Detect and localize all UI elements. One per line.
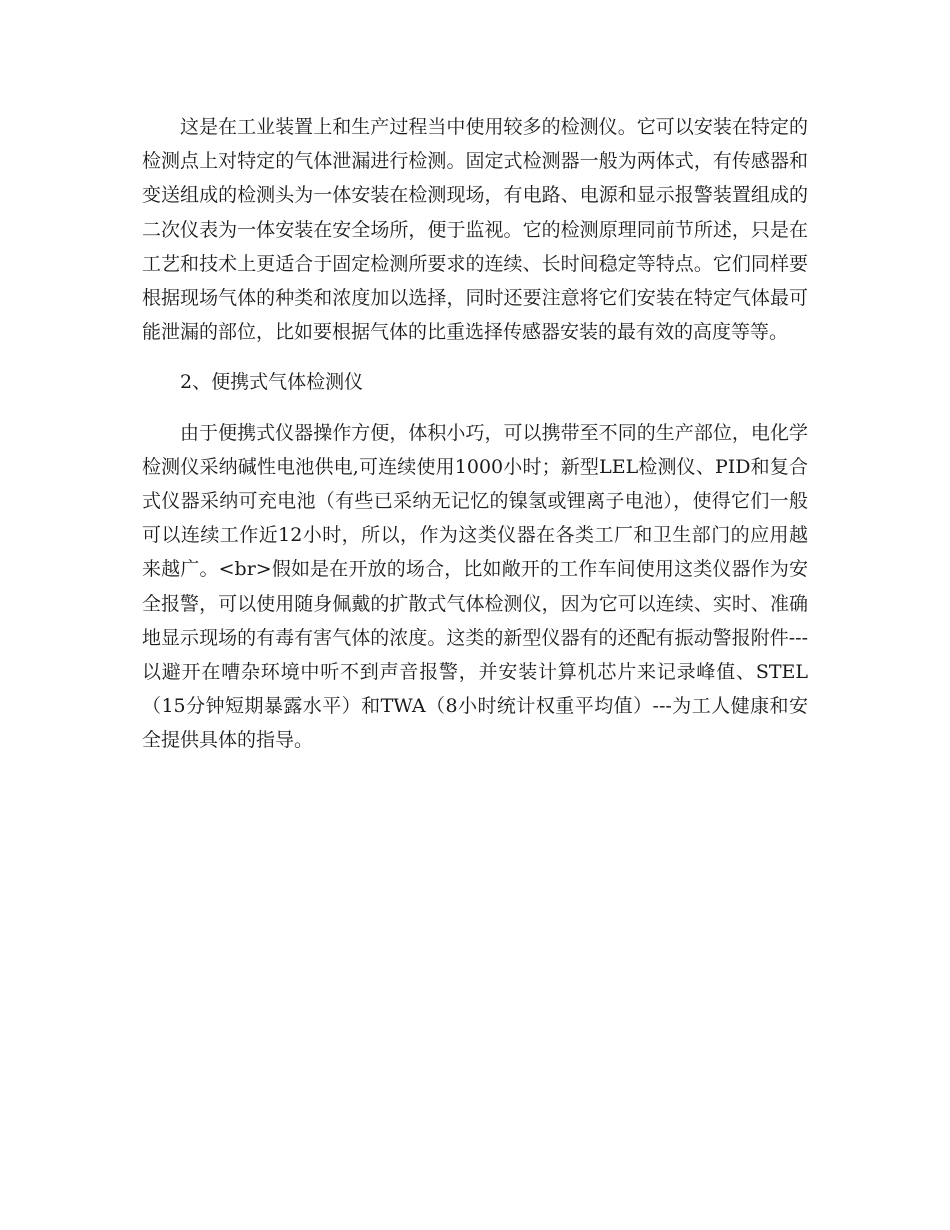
section-heading-portable-detector: 2、便携式气体检测仪 <box>180 371 364 394</box>
document-body <box>142 110 808 758</box>
paragraph-fixed-detector: 这是在工业装置上和生产过程当中使用较多的检测仪。它可以安装在特定的检测点上对特定的气体泄漏进行检测。固定式检测器一般为两体式，有传感器和变送组成的检测头为一体安装在检测现场，有电路、电源和显示报警装置组成的二次仪表为一体安装在安全场所，便于监视。它的检测原理同前节所述，只是在工艺和技术上更适合于固定检测所要求的连续、长时间稳定等特点。它们同样要根据现场气体的种类和浓度加以选择，同时还要注意将它们安装在特定气体最可能泄漏的部位，比如要根据气体的比重选择传感器安装的最有效的高度等等。 <box>142 116 808 344</box>
paragraph-portable-detector: 由于便携式仪器操作方便，体积小巧，可以携带至不同的生产部位，电化学检测仪采纳碱性电池供电,可连续使用1000小时；新型LEL检测仪、PID和复合式仪器采纳可充电池（有些已采纳无记忆的镍氢或锂离子电池），使得它们一般可以连续工作近12小时，所以，作为这类仪器在各类工厂和卫生部门的应用越来越广。<br>假如是在开放的场合，比如敞开的工作车间使用这类仪器作为安全报警，可以使用随身佩戴的扩散式气体检测仪，因为它可以连续、实时、准确地显示现场的有毒有害气体的浓度。这类的新型仪器有的还配有振动警报附件---以避开在嘈杂环境中听不到声音报警，并安装计算机芯片来记录峰值、STEL（15分钟短期暴露水平）和TWA（8小时统计权重平均值）---为工人健康和安全提供具体的指导。 <box>142 421 808 752</box>
